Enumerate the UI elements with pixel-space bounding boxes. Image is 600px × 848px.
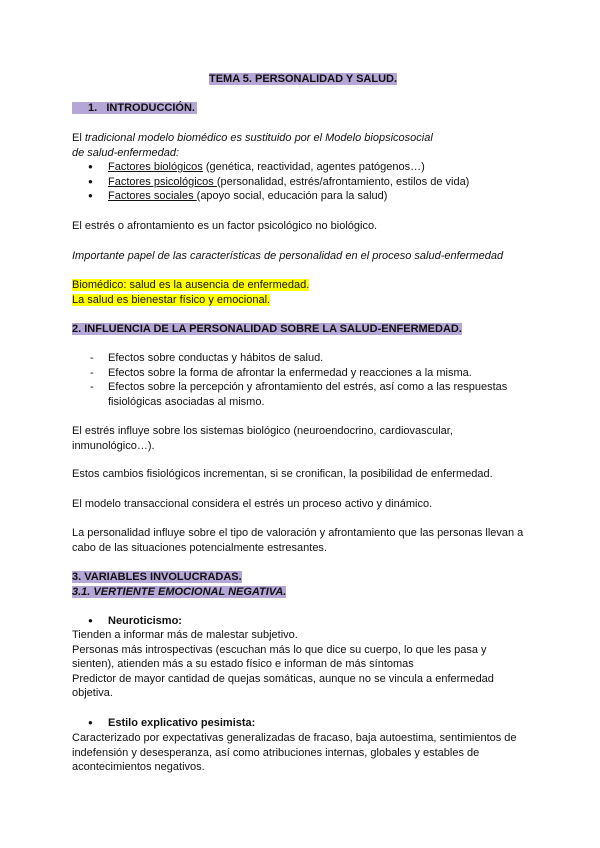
list-item: - Efectos sobre conductas y hábitos de salud.	[72, 351, 520, 366]
paragraph-personality: La personalidad influye sobre el tipo de valoración y afrontamiento que las personas llevan a cabo de las situaciones potencialmente estresantes.	[72, 527, 524, 554]
section-1-number: 1.	[88, 102, 98, 114]
important-note: Importante papel de las características de personalidad en el proceso salud-enfermedad	[72, 250, 504, 262]
section-2-title: 2. INFLUENCIA DE LA PERSONALIDAD SOBRE LA SALUD-ENFERMEDAD.	[72, 323, 462, 335]
neuroticism-heading	[72, 614, 534, 629]
paragraph-transactional: El modelo transaccional considera el estrés un proceso activo y dinámico.	[72, 498, 433, 510]
pessimism-heading	[72, 716, 534, 731]
list-item: ● Factores psicológicos (personalidad, estrés/afrontamiento, estilos de vida)	[72, 175, 534, 190]
bullet-icon: ●	[88, 718, 93, 727]
neuroticism-title: Neuroticismo:	[108, 615, 182, 627]
highlight-line-2: La salud es bienestar físico y emocional.	[72, 293, 271, 306]
paragraph-physiological: Estos cambios fisiológicos incrementan, si se cronifican, la posibilidad de enfermedad.	[72, 468, 493, 480]
section-2-heading	[72, 322, 534, 337]
bullet-icon: ●	[88, 616, 93, 625]
neuroticism-text: Tienden a informar más de malestar subjetivo. Personas más introspectivas (escuchan más lo que dice su cuerpo, lo que les pasa y sienten), atienden más a su estado físico e informan de más síntomas Predictor de mayor cantidad de quejas somáticas, aunque no se vincula a enfermedad objetiva.	[72, 629, 494, 699]
paragraph-stress-systems: El estrés influye sobre los sistemas biológico (neuroendocrino, cardiovascular, inmunológico…).	[72, 425, 453, 452]
highlight-line-1: Biomédico: salud es la ausencia de enfermedad.	[72, 279, 310, 291]
list-item: - Efectos sobre la forma de afrontar la enfermedad y reacciones a la misma.	[72, 366, 520, 381]
section-1-heading	[72, 101, 534, 116]
intro-italic-text: tradicional modelo biomédico es sustituido por el Modelo biopsicosocial de salud-enfermedad:	[72, 132, 433, 159]
list-item: ● Factores biológicos (genética, reactividad, agentes patógenos…)	[72, 160, 534, 175]
pessimism-text: Caracterizado por expectativas generalizadas de fracaso, baja autoestima, sentimientos de indefensión y desesperanza, así como atribuciones internas, globales y estables de acontecimientos negativos.	[72, 732, 517, 773]
section-3-heading	[72, 570, 534, 599]
list-item: ● Factores sociales (apoyo social, educación para la salud)	[72, 189, 534, 204]
section-3-title: 3. VARIABLES INVOLUCRADAS.	[72, 571, 242, 583]
effects-list	[72, 351, 520, 409]
stress-note: El estrés o afrontamiento es un factor psicológico no biológico.	[72, 220, 378, 232]
section-3-1-title: 3.1. VERTIENTE EMOCIONAL NEGATIVA.	[72, 585, 287, 598]
intro-paragraph: El tradicional modelo biomédico es sustituido por el Modelo biopsicosocial de salud-enfermedad:	[72, 132, 433, 159]
title-text: TEMA 5. PERSONALIDAD Y SALUD.	[208, 73, 398, 85]
factors-list	[72, 160, 534, 204]
highlight-block	[72, 278, 534, 307]
document-title	[72, 72, 534, 87]
list-item: - Efectos sobre la percepción y afrontamiento del estrés, así como a las respuestas fisiológicas asociadas al mismo.	[72, 380, 520, 409]
pessimism-title: Estilo explicativo pesimista:	[108, 717, 256, 729]
section-1-title: INTRODUCCIÓN.	[106, 102, 195, 114]
